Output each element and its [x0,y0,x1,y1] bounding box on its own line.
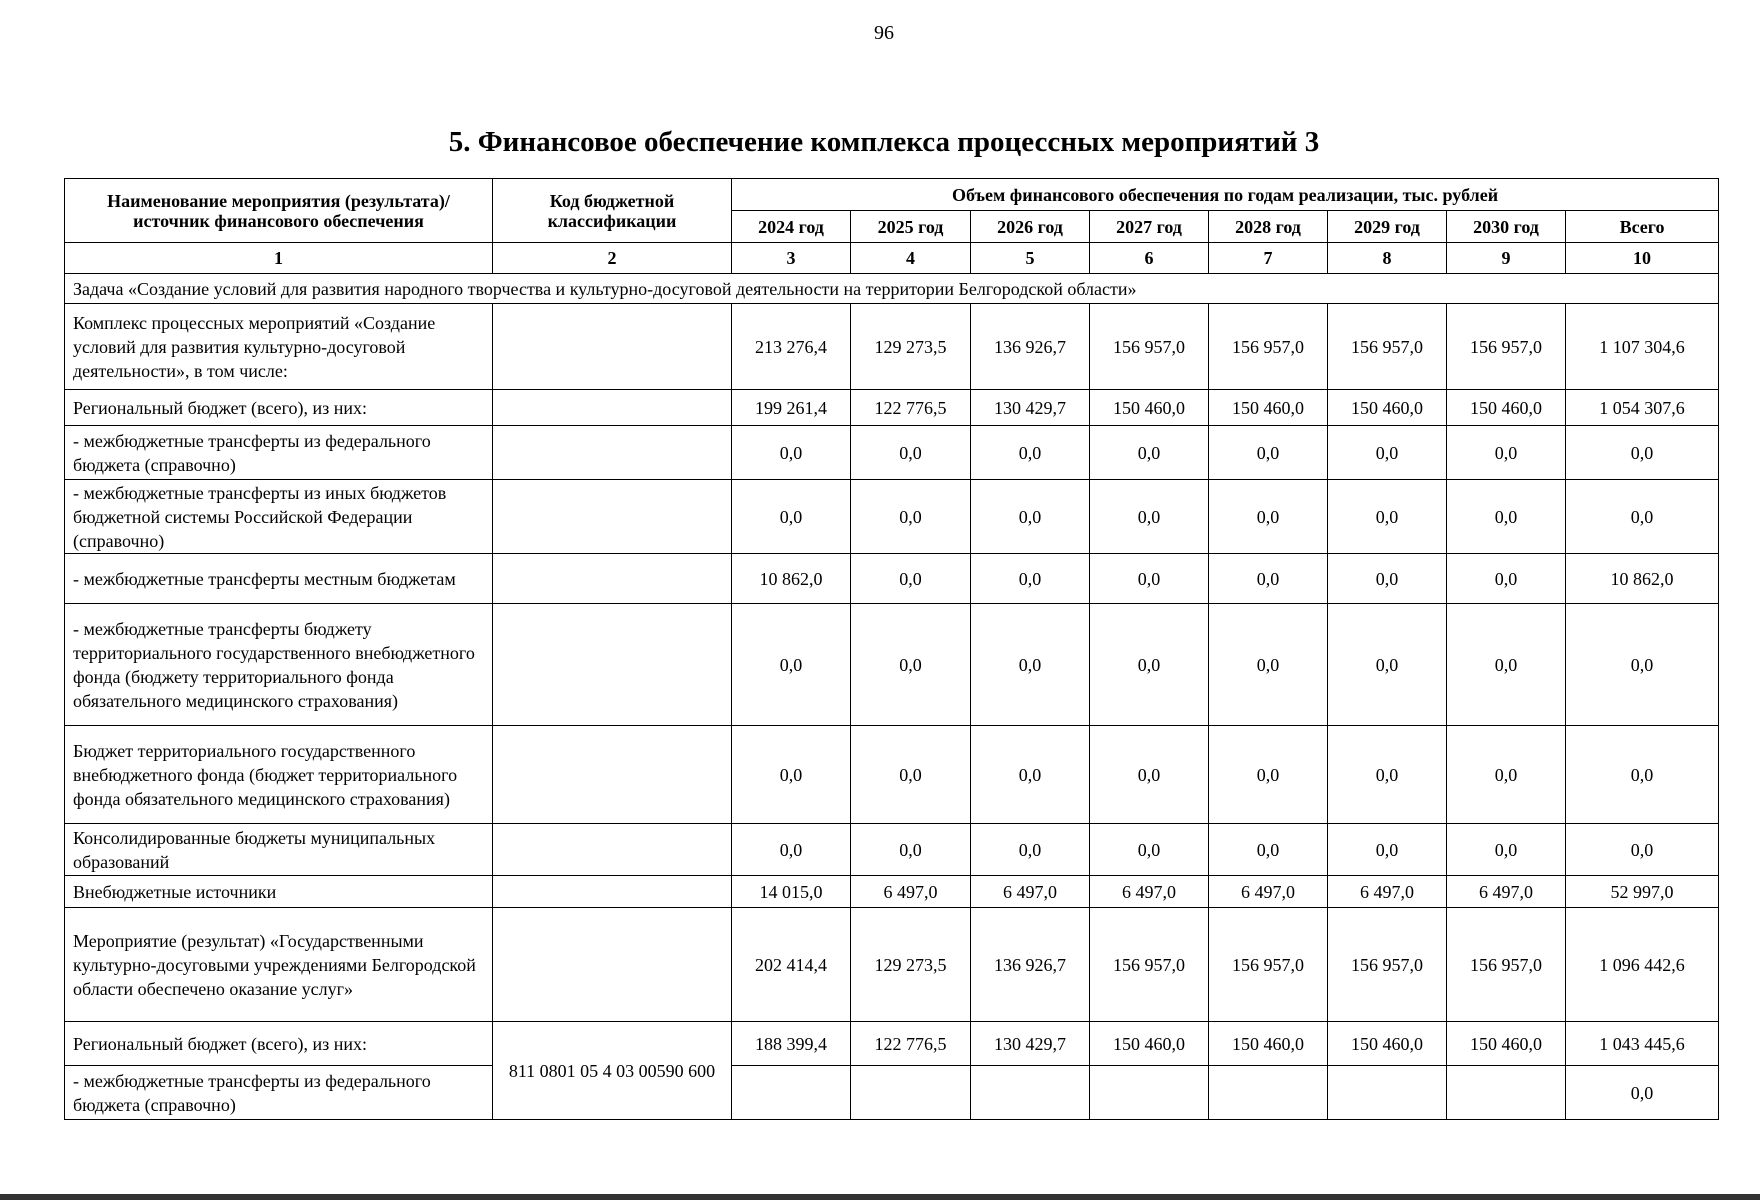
financing-table [64,178,1719,1120]
row-value: 0,0 [851,824,971,876]
row-value [732,1066,851,1120]
row-name: Консолидированные бюджеты муниципальных образований [65,824,493,876]
row-total: 52 997,0 [1566,876,1719,908]
row-value: 14 015,0 [732,876,851,908]
row-value: 122 776,5 [851,1022,971,1066]
row-value: 0,0 [851,726,971,824]
row-code: 811 0801 05 4 03 00590 600 [493,1022,732,1120]
row-code [493,426,732,480]
row-name: Региональный бюджет (всего), из них: [65,390,493,426]
table-row [65,480,1719,554]
row-code [493,304,732,390]
row-value: 0,0 [971,554,1090,604]
header-year: 2030 год [1447,211,1566,243]
header-volume: Объем финансового обеспечения по годам реализации, тыс. рублей [732,179,1719,211]
header-year: 2029 год [1328,211,1447,243]
row-value: 0,0 [851,426,971,480]
column-number: 1 [65,243,493,274]
row-value: 0,0 [1090,726,1209,824]
header-year: 2028 год [1209,211,1328,243]
row-total: 1 043 445,6 [1566,1022,1719,1066]
row-code [493,554,732,604]
row-value: 122 776,5 [851,390,971,426]
table-row [65,604,1719,726]
row-value: 156 957,0 [1090,908,1209,1022]
row-value: 188 399,4 [732,1022,851,1066]
row-code [493,908,732,1022]
row-value [971,1066,1090,1120]
column-number: 3 [732,243,851,274]
row-value: 202 414,4 [732,908,851,1022]
row-value: 0,0 [1209,426,1328,480]
row-value: 0,0 [1447,426,1566,480]
row-value: 156 957,0 [1328,304,1447,390]
row-value: 156 957,0 [1447,304,1566,390]
row-total: 10 862,0 [1566,554,1719,604]
row-value: 6 497,0 [851,876,971,908]
row-value: 156 957,0 [1090,304,1209,390]
row-value: 150 460,0 [1447,1022,1566,1066]
page-title: 5. Финансовое обеспечение комплекса процессных мероприятий 3 [448,126,1320,158]
row-code [493,824,732,876]
row-value: 0,0 [1328,426,1447,480]
row-value: 6 497,0 [1447,876,1566,908]
row-name: - межбюджетные трансферты из федерального бюджета (справочно) [65,1066,493,1120]
row-value: 0,0 [732,604,851,726]
row-value: 0,0 [851,604,971,726]
column-number: 10 [1566,243,1719,274]
task-row [65,274,1719,304]
row-value: 156 957,0 [1328,908,1447,1022]
column-number: 7 [1209,243,1328,274]
row-name: Мероприятие (результат) «Государственными культурно-досуговыми учреждениями Белгородской области обеспечено оказание услуг» [65,908,493,1022]
row-value: 0,0 [1209,824,1328,876]
row-code [493,876,732,908]
row-value [851,1066,971,1120]
row-code [493,480,732,554]
row-value: 6 497,0 [1090,876,1209,908]
row-value: 0,0 [1447,480,1566,554]
row-value: 150 460,0 [1328,390,1447,426]
row-name: - межбюджетные трансферты из федерального бюджета (справочно) [65,426,493,480]
column-number: 6 [1090,243,1209,274]
row-value: 6 497,0 [1209,876,1328,908]
table-row [65,554,1719,604]
row-value: 6 497,0 [971,876,1090,908]
row-value: 0,0 [1447,726,1566,824]
row-value [1328,1066,1447,1120]
row-total: 0,0 [1566,726,1719,824]
column-number: 5 [971,243,1090,274]
row-name: - межбюджетные трансферты бюджету территориального государственного внебюджетного фонда (бюджету территориального фонда обязательного медицинского страхования) [65,604,493,726]
row-value: 0,0 [971,726,1090,824]
table-row [65,390,1719,426]
page-number: 96 [874,22,894,44]
row-total: 0,0 [1566,824,1719,876]
row-value: 0,0 [1090,604,1209,726]
table-row [65,1022,1719,1066]
row-value: 150 460,0 [1447,390,1566,426]
row-total: 0,0 [1566,604,1719,726]
column-number: 9 [1447,243,1566,274]
row-total: 1 054 307,6 [1566,390,1719,426]
header-year: 2024 год [732,211,851,243]
row-name: - межбюджетные трансферты из иных бюджетов бюджетной системы Российской Федерации (справочно) [65,480,493,554]
header-year: 2025 год [851,211,971,243]
page-bottom-edge [0,1194,1760,1200]
row-value: 0,0 [1447,604,1566,726]
row-total: 0,0 [1566,426,1719,480]
row-value: 0,0 [971,824,1090,876]
row-total: 0,0 [1566,1066,1719,1120]
column-number: 4 [851,243,971,274]
row-code [493,726,732,824]
row-value: 130 429,7 [971,1022,1090,1066]
row-value: 129 273,5 [851,304,971,390]
row-value: 0,0 [1209,726,1328,824]
row-value: 136 926,7 [971,304,1090,390]
row-total: 1 096 442,6 [1566,908,1719,1022]
row-value: 0,0 [1447,554,1566,604]
row-value: 150 460,0 [1209,1022,1328,1066]
row-code [493,390,732,426]
table-row [65,426,1719,480]
row-name: Бюджет территориального государственного внебюджетного фонда (бюджет территориального фонда обязательного медицинского страхования) [65,726,493,824]
row-value: 130 429,7 [971,390,1090,426]
table-row [65,908,1719,1022]
table-row [65,824,1719,876]
table-row [65,726,1719,824]
row-value: 0,0 [1090,426,1209,480]
row-value: 0,0 [971,604,1090,726]
row-name: - межбюджетные трансферты местным бюджетам [65,554,493,604]
column-numbers-row [65,243,1719,274]
column-number: 8 [1328,243,1447,274]
row-value: 156 957,0 [1209,304,1328,390]
row-value: 0,0 [1209,604,1328,726]
header-name: Наименование мероприятия (результата)/ источник финансового обеспечения [65,179,493,243]
row-value [1090,1066,1209,1120]
row-value: 136 926,7 [971,908,1090,1022]
row-value: 0,0 [971,426,1090,480]
row-value: 150 460,0 [1090,390,1209,426]
task-title: Задача «Создание условий для развития народного творчества и культурно-досуговой деятельности на территории Белгородской области» [65,274,1719,304]
row-value: 150 460,0 [1090,1022,1209,1066]
row-value: 150 460,0 [1328,1022,1447,1066]
row-code [493,604,732,726]
row-value [1447,1066,1566,1120]
row-value: 199 261,4 [732,390,851,426]
row-value: 0,0 [1328,824,1447,876]
row-value: 0,0 [1090,480,1209,554]
row-total: 1 107 304,6 [1566,304,1719,390]
row-value: 0,0 [732,480,851,554]
header-year: 2026 год [971,211,1090,243]
row-value: 0,0 [971,480,1090,554]
header-code: Код бюджетной классификации [493,179,732,243]
row-value: 129 273,5 [851,908,971,1022]
header-year: 2027 год [1090,211,1209,243]
row-value: 0,0 [851,480,971,554]
row-value: 0,0 [1090,824,1209,876]
column-number: 2 [493,243,732,274]
row-name: Региональный бюджет (всего), из них: [65,1022,493,1066]
row-value: 0,0 [1090,554,1209,604]
row-value: 156 957,0 [1447,908,1566,1022]
table-row [65,304,1719,390]
row-value: 0,0 [732,426,851,480]
row-value: 0,0 [851,554,971,604]
table-row [65,876,1719,908]
row-value: 0,0 [1209,480,1328,554]
row-value: 0,0 [1447,824,1566,876]
row-name: Внебюджетные источники [65,876,493,908]
row-value: 0,0 [1328,726,1447,824]
row-value: 10 862,0 [732,554,851,604]
row-value: 0,0 [1328,480,1447,554]
table-row [65,1066,1719,1120]
row-value: 0,0 [1328,554,1447,604]
row-value: 150 460,0 [1209,390,1328,426]
row-value: 0,0 [732,824,851,876]
row-name: Комплекс процессных мероприятий «Создание условий для развития культурно-досуговой деятельности», в том числе: [65,304,493,390]
row-value [1209,1066,1328,1120]
row-value: 0,0 [732,726,851,824]
row-value: 0,0 [1328,604,1447,726]
row-value: 213 276,4 [732,304,851,390]
row-value: 156 957,0 [1209,908,1328,1022]
row-value: 0,0 [1209,554,1328,604]
header-total: Всего [1566,211,1719,243]
row-total: 0,0 [1566,480,1719,554]
row-value: 6 497,0 [1328,876,1447,908]
